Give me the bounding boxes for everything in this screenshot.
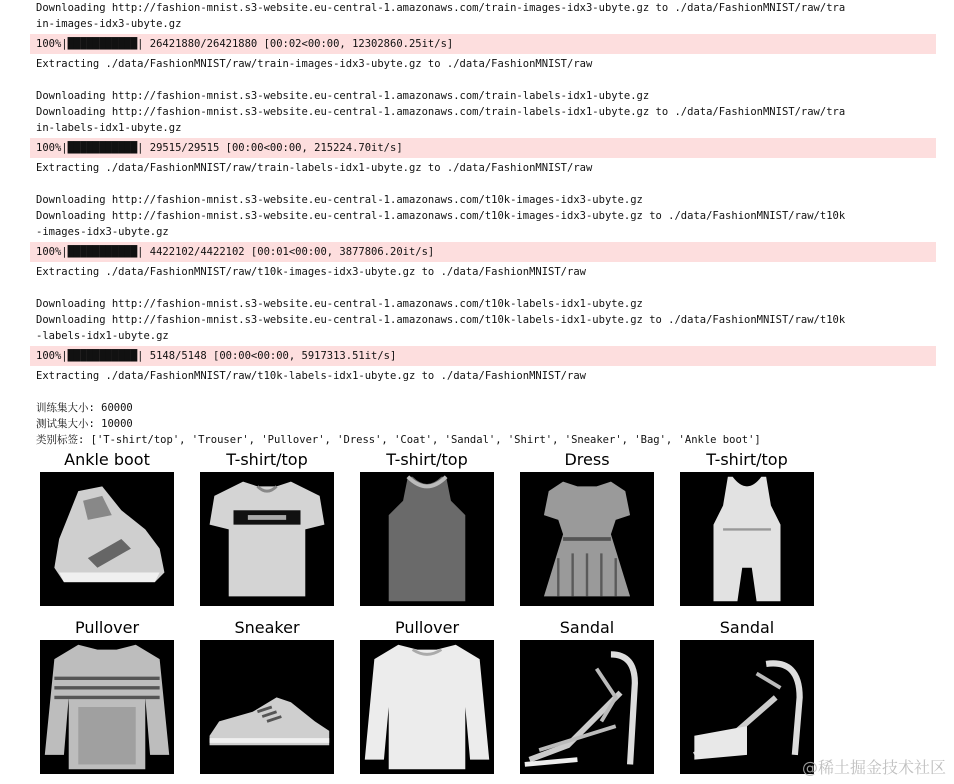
image-title: Sneaker: [234, 618, 300, 637]
log-line: Downloading http://fashion-mnist.s3-website.eu-central-1.amazonaws.com/t10k-labels-idx1-ubyte.gz to ./data/FashionMNIST/raw/t10k: [36, 314, 846, 326]
notebook-output: [36, 0, 936, 448]
log-line: Downloading http://fashion-mnist.s3-website.eu-central-1.amazonaws.com/train-labels-idx1-ubyte.gz to ./data/FashionMNIST/raw/tra: [36, 106, 846, 118]
pullover-image: [360, 640, 494, 774]
grid-cell: [200, 448, 334, 606]
image-title: Pullover: [394, 618, 460, 637]
sample-image-grid: [40, 448, 840, 784]
pullover-image: [40, 640, 174, 774]
image-title: T-shirt/top: [706, 450, 788, 469]
grid-cell: [360, 448, 494, 606]
tanktop-image: [680, 472, 814, 606]
log-line: Extracting ./data/FashionMNIST/raw/train-images-idx3-ubyte.gz to ./data/FashionMNIST/raw: [36, 58, 593, 70]
log-line: Downloading http://fashion-mnist.s3-website.eu-central-1.amazonaws.com/t10k-images-idx3-ubyte.gz to ./data/FashionMNIST/raw/t10k: [36, 210, 846, 222]
grid-cell: [360, 616, 494, 774]
log-line: Downloading http://fashion-mnist.s3-website.eu-central-1.amazonaws.com/train-labels-idx1-ubyte.gz: [36, 90, 650, 102]
tshirt-image: [200, 472, 334, 606]
grid-cell: [40, 448, 174, 606]
test-size-text: 测试集大小: 10000: [36, 418, 133, 430]
log-line: Downloading http://fashion-mnist.s3-website.eu-central-1.amazonaws.com/t10k-labels-idx1-ubyte.gz: [36, 298, 643, 310]
sandal-image: [680, 640, 814, 774]
grid-cell: [680, 616, 814, 774]
log-line: in-images-idx3-ubyte.gz: [36, 18, 182, 30]
image-title: T-shirt/top: [226, 450, 308, 469]
grid-cell: [520, 448, 654, 606]
grid-cell: [40, 616, 174, 774]
log-line: -images-idx3-ubyte.gz: [36, 226, 169, 238]
tanktop-image: [360, 472, 494, 606]
sneaker-image: [200, 640, 334, 774]
grid-cell: [680, 448, 814, 606]
image-title: Sandal: [559, 618, 615, 637]
watermark: @稀土掘金技术社区: [801, 758, 946, 777]
class-labels-text: 类别标签: ['T-shirt/top', 'Trouser', 'Pullover', 'Dress', 'Coat', 'Sandal', 'Shirt', 'Sneaker', 'Bag', 'Ankle boot']: [36, 434, 761, 446]
image-title: T-shirt/top: [386, 450, 468, 469]
train-size-text: 训练集大小: 60000: [36, 402, 133, 414]
progress-bar-line: 100%|███████████| 26421880/26421880 [00:02<00:00, 12302860.25it/s]: [30, 34, 936, 54]
image-title: Sandal: [719, 618, 775, 637]
log-line: Extracting ./data/FashionMNIST/raw/t10k-labels-idx1-ubyte.gz to ./data/FashionMNIST/raw: [36, 370, 586, 382]
progress-bar-line: 100%|███████████| 5148/5148 [00:00<00:00, 5917313.51it/s]: [30, 346, 936, 366]
dress-image: [520, 472, 654, 606]
log-line: -labels-idx1-ubyte.gz: [36, 330, 169, 342]
log-line: Downloading http://fashion-mnist.s3-website.eu-central-1.amazonaws.com/t10k-images-idx3-ubyte.gz: [36, 194, 643, 206]
image-title: Ankle boot: [64, 450, 150, 469]
grid-cell: [200, 616, 334, 774]
log-line: Downloading http://fashion-mnist.s3-website.eu-central-1.amazonaws.com/train-images-idx3-ubyte.gz to ./data/FashionMNIST/raw/tra: [36, 2, 846, 14]
log-line: Extracting ./data/FashionMNIST/raw/train-labels-idx1-ubyte.gz to ./data/FashionMNIST/raw: [36, 162, 593, 174]
image-title: Dress: [564, 450, 610, 469]
log-line: Extracting ./data/FashionMNIST/raw/t10k-images-idx3-ubyte.gz to ./data/FashionMNIST/raw: [36, 266, 586, 278]
grid-cell: [520, 616, 654, 774]
progress-bar-line: 100%|███████████| 29515/29515 [00:00<00:00, 215224.70it/s]: [30, 138, 936, 158]
log-line: in-labels-idx1-ubyte.gz: [36, 122, 182, 134]
ankle-boot-image: [40, 472, 174, 606]
progress-bar-line: 100%|███████████| 4422102/4422102 [00:01<00:00, 3877806.20it/s]: [30, 242, 936, 262]
sandal-image: [520, 640, 654, 774]
image-title: Pullover: [74, 618, 140, 637]
